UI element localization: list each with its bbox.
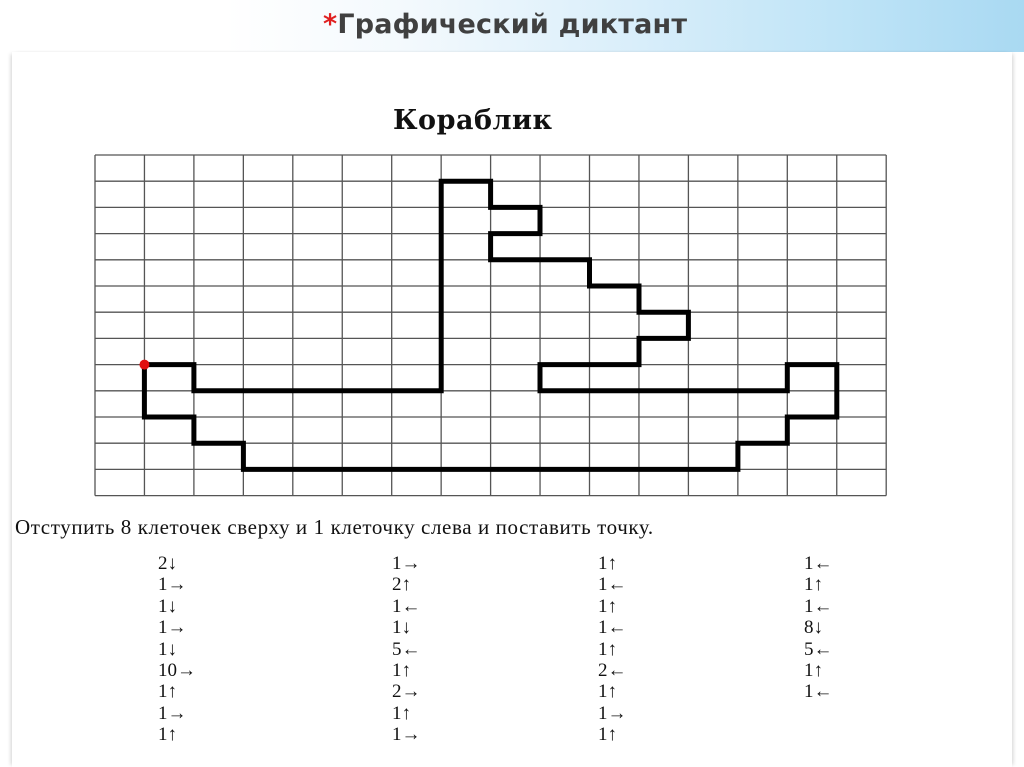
dictation-step: 1→ [158, 702, 187, 724]
dictation-step: 2→ [392, 681, 421, 703]
dictation-step: 1→ [158, 574, 187, 596]
dictation-step: 1↑ [598, 553, 617, 574]
dictation-step: 1→ [158, 617, 187, 639]
dictation-column-2 [392, 553, 421, 746]
dictation-step: 1↓ [158, 638, 177, 660]
dictation-step: 2↑ [392, 574, 411, 596]
dictation-step: 1← [392, 595, 421, 617]
dictation-step: 1← [804, 553, 833, 574]
start-dot [139, 360, 149, 370]
dictation-step: 1→ [392, 553, 421, 574]
dictation-step: 1↑ [804, 659, 823, 681]
dictation-column-4 [804, 553, 833, 703]
dictation-step: 8↓ [804, 617, 823, 639]
dictation-step: 1↑ [804, 574, 823, 596]
dictation-step: 10→ [158, 659, 196, 681]
dictation-column-3 [598, 553, 627, 746]
dictation-step: 1← [804, 681, 833, 703]
dictation-step: 1→ [598, 702, 627, 724]
dictation-step: 5← [392, 638, 421, 660]
dictation-step: 2← [598, 659, 627, 681]
dictation-step: 1← [598, 617, 627, 639]
dictation-step: 1↑ [598, 681, 617, 703]
dictation-column-1 [158, 553, 196, 746]
title-asterisk: * [323, 9, 338, 40]
dictation-step: 1↓ [158, 595, 177, 617]
dictation-step: 1← [804, 595, 833, 617]
instruction-text: Отступить 8 клеточек сверху и 1 клеточку слева и поставить точку. [15, 515, 654, 539]
dictation-step: 1↑ [598, 724, 617, 746]
dictation-step: 1→ [392, 724, 421, 746]
dictation-step: 1↑ [158, 681, 177, 703]
dictation-step: 5← [804, 638, 833, 660]
dictation-step: 1↑ [598, 638, 617, 660]
worksheet-title: Кораблик [393, 105, 553, 136]
dictation-step: 1↓ [392, 617, 411, 639]
dictation-step: 1↑ [392, 702, 411, 724]
dictation-step: 1↑ [392, 659, 411, 681]
dictation-step: 1← [598, 574, 627, 596]
slide-title-text: Графический диктант [337, 9, 688, 40]
dictation-step: 1↑ [598, 595, 617, 617]
dictation-step: 2↓ [158, 553, 177, 574]
dictation-step: 1↑ [158, 724, 177, 746]
